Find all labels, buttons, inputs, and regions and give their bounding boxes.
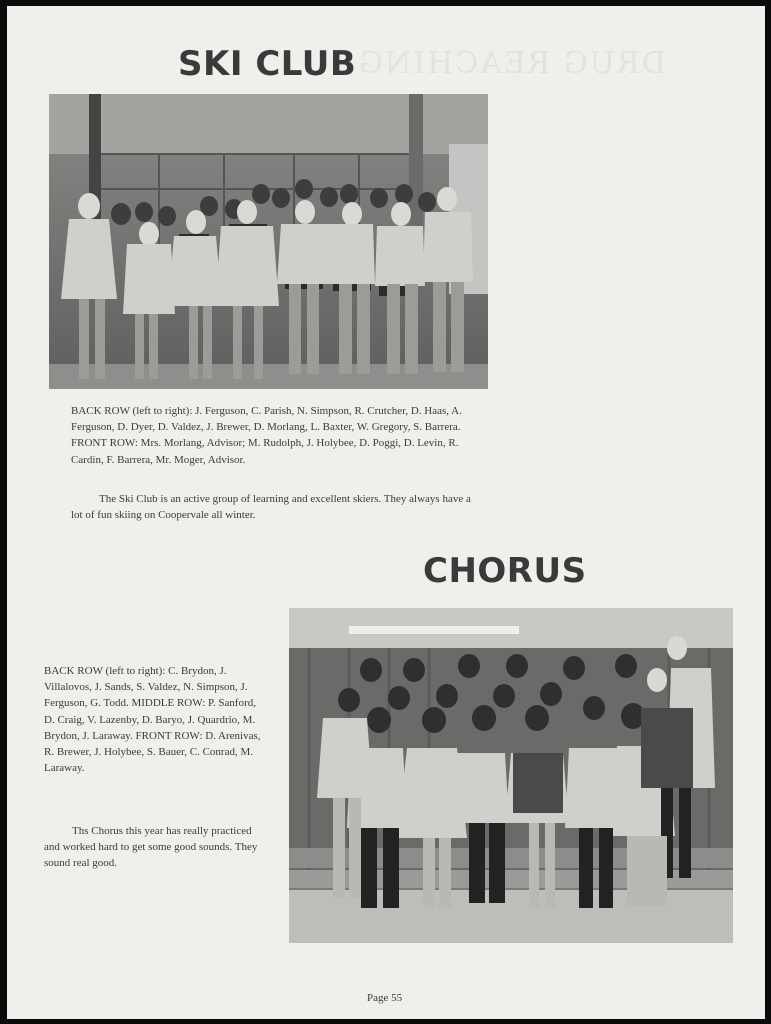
chorus-description-text: Ths Chorus this year has really practiced and worked hard to get some good sounds. They sound real good. [44,825,258,870]
ski-club-description-text: The Ski Club is an active group of learning and excellent skiers. They always have a lot of fun skiing on Coopervale all winter. [71,493,471,522]
ski-club-description [71,491,471,523]
ski-club-photo-image [49,94,488,389]
chorus-photo [289,608,733,943]
page-number: Page 55 [367,992,403,1004]
chorus-caption: BACK ROW (left to right): C. Brydon, J. Villalovos, J. Sands, S. Valdez, N. Simpson, J. Ferguson, G. Todd. MIDDLE ROW: P. Sanford, D. Craig, V. Lazenby, D. Baryo, J. Quardrio, M. Brydon, J. Laraway. FRONT ROW: D. Arenivas, R. Brewer, J. Holybee, S. Bauer, C. Conrad, M. Laraway. [44,665,261,775]
yearbook-page [7,6,765,1019]
ski-club-title: SKI CLUB [178,44,357,84]
chorus-photo-image [289,608,733,943]
chorus-description [44,823,266,872]
bleed-through-text: DRUG REACHING [357,46,666,81]
chorus-title: CHORUS [423,551,587,591]
ski-club-caption: BACK ROW (left to right): J. Ferguson, C. Parish, N. Simpson, R. Crutcher, D. Haas, A. Ferguson, D. Dyer, D. Valdez, J. Brewer, D. Morlang, L. Baxter, W. Gregory, S. Barrera. FRONT ROW: Mrs. Morlang, Advisor; M. Rudolph, J. Holybee, D. Poggi, D. Levin, R. Cardin, F. Barrera, Mr. Moger, Advisor. [71,405,462,466]
ski-club-photo [49,94,488,389]
